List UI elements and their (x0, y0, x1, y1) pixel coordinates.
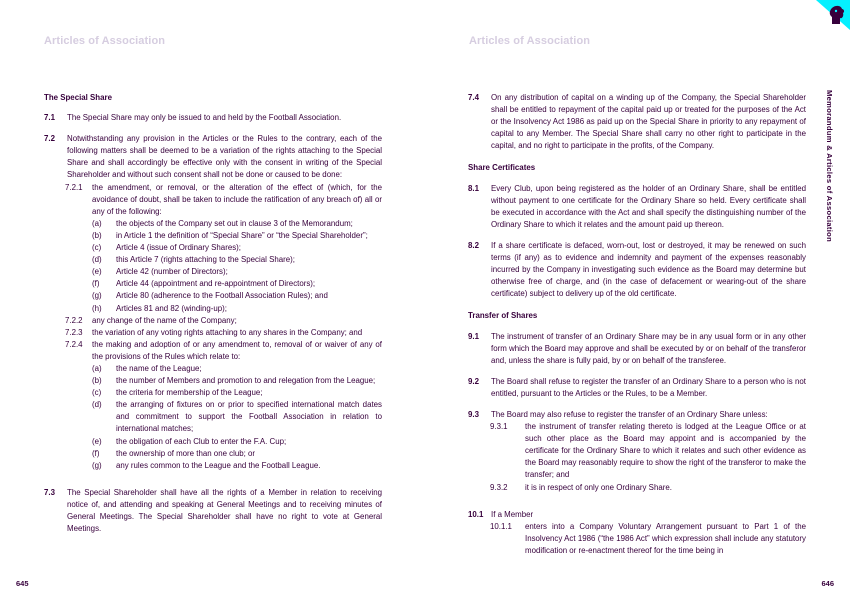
article-7-3 (44, 487, 382, 535)
list-item: (c) Article 4 (issue of Ordinary Shares); (92, 243, 241, 253)
section-heading-special-share: The Special Share (44, 93, 112, 102)
corner-banner (808, 0, 850, 38)
article-10-1: 10.1 If a Member (468, 509, 534, 519)
running-title-left: Articles of Association (44, 35, 166, 47)
article-7-2 (44, 133, 382, 181)
clause-number: 7.2.1 (65, 182, 83, 192)
list-item: (e) the obligation of each Club to enter the F.A. Cup; (92, 436, 287, 446)
article-9-3: 9.3 The Board may also refuse to register the transfer of an Ordinary Share unless: (468, 409, 768, 419)
list-item: (h) Articles 81 and 82 (winding-up); (92, 303, 227, 313)
side-title-text: Memorandum & Articles of Association (825, 90, 834, 243)
clause-text: the amendment, or removal, or the alteration of the effect of (which, for the avoidance of doubt, shall be taken to include the ratification of any breach of) all or any of the following: (92, 182, 382, 216)
side-title (822, 90, 836, 243)
clause-7-2-3: 7.2.3 the variation of any voting rights attaching to any shares in the Company; and (65, 327, 363, 337)
list-a (44, 218, 382, 315)
list-item: (e) Article 42 (number of Directors); (92, 267, 228, 277)
article-7-4 (468, 92, 806, 152)
list-item: (b) in Article 1 the definition of “Special Share” or “the Special Shareholder”; (92, 230, 368, 240)
article-text: The Special Shareholder shall have all the rights of a Member in relation to receiving notice of, and attending and speaking at General Meetings and to receiving minutes of General Meetings. The Special Shareholder shall have no right to vote at General Meetings. (67, 487, 382, 534)
article-9-2: 9.2 The Board shall refuse to register the transfer of an Ordinary Share to a person who is not entitled, pursuant to the Articles or the Rules, to be a Member. (468, 376, 806, 398)
clause-7-2-4: 7.2.4 the making and adoption of or any amendment to, removal of or waiver of any of the provisions of the Rules which relate to: (65, 339, 382, 361)
article-number: 7.3 (44, 487, 55, 497)
list-item: (b) the number of Members and promotion to and relegation from the League; (92, 376, 376, 386)
list-item: (a) the objects of the Company set out in clause 3 of the Memorandum; (92, 218, 353, 228)
list-item: (g) any rules common to the League and the Football League. (92, 460, 321, 470)
article-8-2: 8.2 If a share certificate is defaced, worn-out, lost or destroyed, it may be renewed on such terms (if any) as to evidence and indemnity and payment of the expenses reasonably incurred by the Company in investigating such evidence as the Board may determine but otherwise free of charge, and (in the case of defacement or wearing-out of the share certificate) subject to delivery up of the old certificate. (468, 240, 806, 299)
left-page-content (44, 92, 382, 535)
article-text: The Special Share may only be issued to and held by the Football Association. (67, 113, 342, 123)
clause-9-3-1: 9.3.1 the instrument of transfer relating thereto is lodged at the League Office or at such other place as the Board may appoint and is accompanied by the certificate for the Ordinary Share to which it relates and such other evidence as the Board may reasonably require to show the right of the transferor to make the transfer; and (490, 422, 806, 480)
article-7-1 (44, 112, 382, 124)
list-b (44, 363, 382, 472)
list-item: (f) Article 44 (appointment and re-appointment of Directors); (92, 279, 316, 289)
list-item: (g) Article 80 (adherence to the Football Association Rules); and (92, 291, 328, 301)
article-text: Notwithstanding any provision in the Articles or the Rules to the contrary, each of the following matters shall be deemed to be a variation of the rights attaching to the Special Share and shall accordingly be effective only with the consent in writing of the Special Shareholder and without such consent shall not be done or caused to be done: (67, 134, 382, 180)
list-item: (d) this Article 7 (rights attaching to the Special Share); (92, 255, 295, 265)
list-item: (f) the ownership of more than one club; or (92, 448, 256, 458)
article-8-1: 8.1 Every Club, upon being registered as the holder of an Ordinary Share, shall be entitled without payment to one certificate for the Ordinary Share so held. Every certificate shall be executed in accordance with the Act and shall specify the distinguishing number of the Ordinary Share to which it relates and the amount paid up thereon. (468, 183, 806, 229)
article-number: 7.2 (44, 134, 55, 144)
article-number: 7.4 (468, 93, 479, 102)
list-item: (c) the criteria for membership of the League; (92, 388, 263, 398)
page-number-right: 646 (821, 579, 834, 588)
clause-7-2-2: 7.2.2 any change of the name of the Company; (65, 315, 237, 325)
list-item: (a) the name of the League; (92, 363, 202, 373)
section-heading-share-certificates: Share Certificates (468, 163, 536, 173)
right-page-content (468, 92, 806, 557)
running-title-right: Articles of Association (469, 35, 591, 47)
article-number: 7.1 (44, 113, 55, 123)
article-9-1: 9.1 The instrument of transfer of an Ordinary Share may be in any usual form or in any other form which the Board may approve and shall be executed by or on behalf of the transferor and, unless the share is fully paid, by or on behalf of the transferee. (468, 331, 806, 365)
section-heading-transfer-of-shares: Transfer of Shares (468, 311, 538, 321)
page-number-left: 645 (16, 579, 29, 588)
article-text: On any distribution of capital on a winding up of the Company, the Special Shareholder shall be entitled to repayment of the capital paid up or treated for the purposes of the Act or the Insolvency Act 1986 as paid up on the Special Share in priority to any repayment of capital to any Member. The Special Share shall carry no other right to participate in the capital, and no right to participate in the profits, of the Company. (491, 93, 806, 151)
clause-10-1-1: 10.1.1 enters into a Company Voluntary Arrangement pursuant to Part 1 of the Insolvency Act 1986 (“the 1986 Act” which expression shall include any statutory modification or re-enactment thereof for the time being in (490, 521, 806, 555)
clause-7-2-1 (65, 182, 382, 218)
list-item: (d) the arranging of fixtures on or prior to specified international match dates and commitment to support the Football Association in relation to international matches; (92, 400, 382, 434)
clause-9-3-2: 9.3.2 it is in respect of only one Ordinary Share. (490, 482, 672, 492)
